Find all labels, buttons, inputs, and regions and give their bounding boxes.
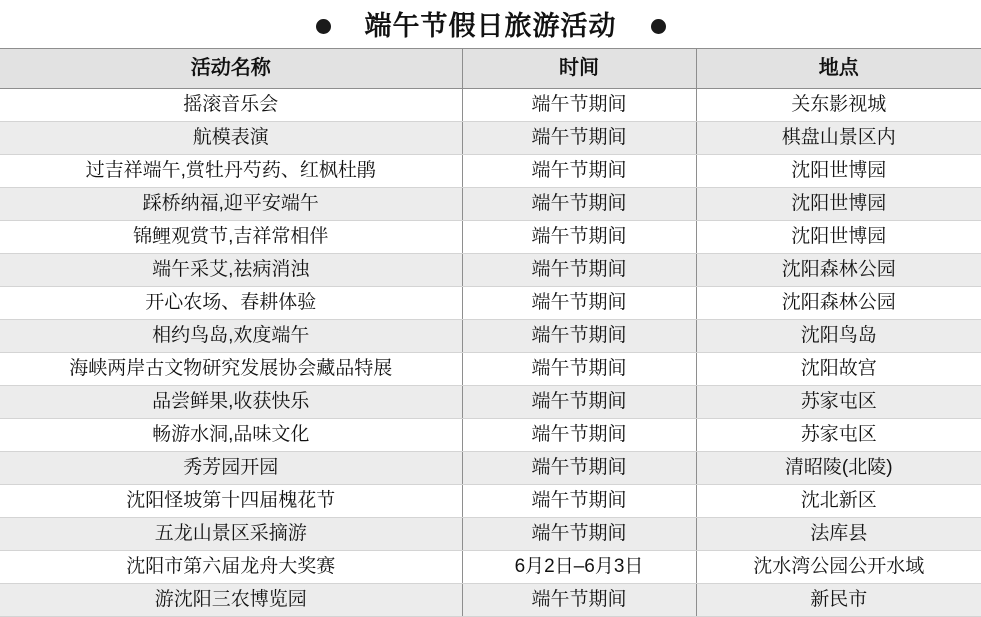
column-header-time: 时间: [462, 49, 696, 89]
cell-location: 沈北新区: [696, 485, 981, 518]
table-row: [0, 584, 981, 617]
cell-time: 端午节期间: [462, 89, 696, 122]
cell-time: 端午节期间: [462, 155, 696, 188]
page-title: 端午节假日旅游活动: [364, 10, 617, 41]
table-row: [0, 485, 981, 518]
table-row: [0, 320, 981, 353]
filled-circle-icon: [651, 19, 666, 34]
cell-location: 苏家屯区: [696, 386, 981, 419]
cell-time: 6月2日–6月3日: [462, 551, 696, 584]
cell-activity-name: 秀芳园开园: [0, 452, 462, 485]
cell-location: 棋盘山景区内: [696, 122, 981, 155]
cell-activity-name: 品尝鲜果,收获快乐: [0, 386, 462, 419]
cell-time: 端午节期间: [462, 353, 696, 386]
cell-location: 沈阳鸟岛: [696, 320, 981, 353]
table-row: [0, 89, 981, 122]
table-row: [0, 518, 981, 551]
cell-activity-name: 摇滚音乐会: [0, 89, 462, 122]
cell-activity-name: 沈阳怪坡第十四届槐花节: [0, 485, 462, 518]
table-row: [0, 155, 981, 188]
activity-table: [0, 48, 981, 617]
table-body: [0, 89, 981, 617]
cell-activity-name: 海峡两岸古文物研究发展协会藏品特展: [0, 353, 462, 386]
cell-location: 法库县: [696, 518, 981, 551]
cell-location: 沈阳故宫: [696, 353, 981, 386]
cell-activity-name: 沈阳市第六届龙舟大奖赛: [0, 551, 462, 584]
cell-activity-name: 游沈阳三农博览园: [0, 584, 462, 617]
table-row: [0, 122, 981, 155]
cell-time: 端午节期间: [462, 254, 696, 287]
table-row: [0, 287, 981, 320]
cell-location: 沈阳世博园: [696, 221, 981, 254]
cell-activity-name: 开心农场、春耕体验: [0, 287, 462, 320]
cell-time: 端午节期间: [462, 221, 696, 254]
column-header-activity-name: 活动名称: [0, 49, 462, 89]
cell-location: 沈阳森林公园: [696, 287, 981, 320]
table-row: [0, 254, 981, 287]
table-row: [0, 353, 981, 386]
cell-time: 端午节期间: [462, 287, 696, 320]
cell-activity-name: 航模表演: [0, 122, 462, 155]
cell-activity-name: 五龙山景区采摘游: [0, 518, 462, 551]
cell-activity-name: 畅游水洞,品味文化: [0, 419, 462, 452]
cell-activity-name: 端午采艾,祛病消浊: [0, 254, 462, 287]
cell-activity-name: 锦鲤观赏节,吉祥常相伴: [0, 221, 462, 254]
cell-location: 苏家屯区: [696, 419, 981, 452]
cell-time: 端午节期间: [462, 584, 696, 617]
cell-location: 沈水湾公园公开水域: [696, 551, 981, 584]
table-row: [0, 221, 981, 254]
cell-time: 端午节期间: [462, 518, 696, 551]
table-row: [0, 419, 981, 452]
cell-time: 端午节期间: [462, 386, 696, 419]
cell-location: 关东影视城: [696, 89, 981, 122]
cell-activity-name: 过吉祥端午,赏牡丹芍药、红枫杜鹃: [0, 155, 462, 188]
cell-time: 端午节期间: [462, 485, 696, 518]
column-header-location: 地点: [696, 49, 981, 89]
cell-location: 沈阳森林公园: [696, 254, 981, 287]
table-row: [0, 551, 981, 584]
cell-time: 端午节期间: [462, 320, 696, 353]
cell-location: 沈阳世博园: [696, 188, 981, 221]
cell-location: 沈阳世博园: [696, 155, 981, 188]
cell-activity-name: 踩桥纳福,迎平安端午: [0, 188, 462, 221]
table-header-row: [0, 49, 981, 89]
table-row: [0, 188, 981, 221]
cell-activity-name: 相约鸟岛,欢度端午: [0, 320, 462, 353]
cell-location: 清昭陵(北陵): [696, 452, 981, 485]
filled-circle-icon: [316, 19, 331, 34]
cell-time: 端午节期间: [462, 188, 696, 221]
cell-time: 端午节期间: [462, 122, 696, 155]
table-header: [0, 49, 981, 89]
cell-time: 端午节期间: [462, 419, 696, 452]
cell-location: 新民市: [696, 584, 981, 617]
page-title-bar: [0, 0, 981, 48]
table-row: [0, 386, 981, 419]
cell-time: 端午节期间: [462, 452, 696, 485]
table-row: [0, 452, 981, 485]
